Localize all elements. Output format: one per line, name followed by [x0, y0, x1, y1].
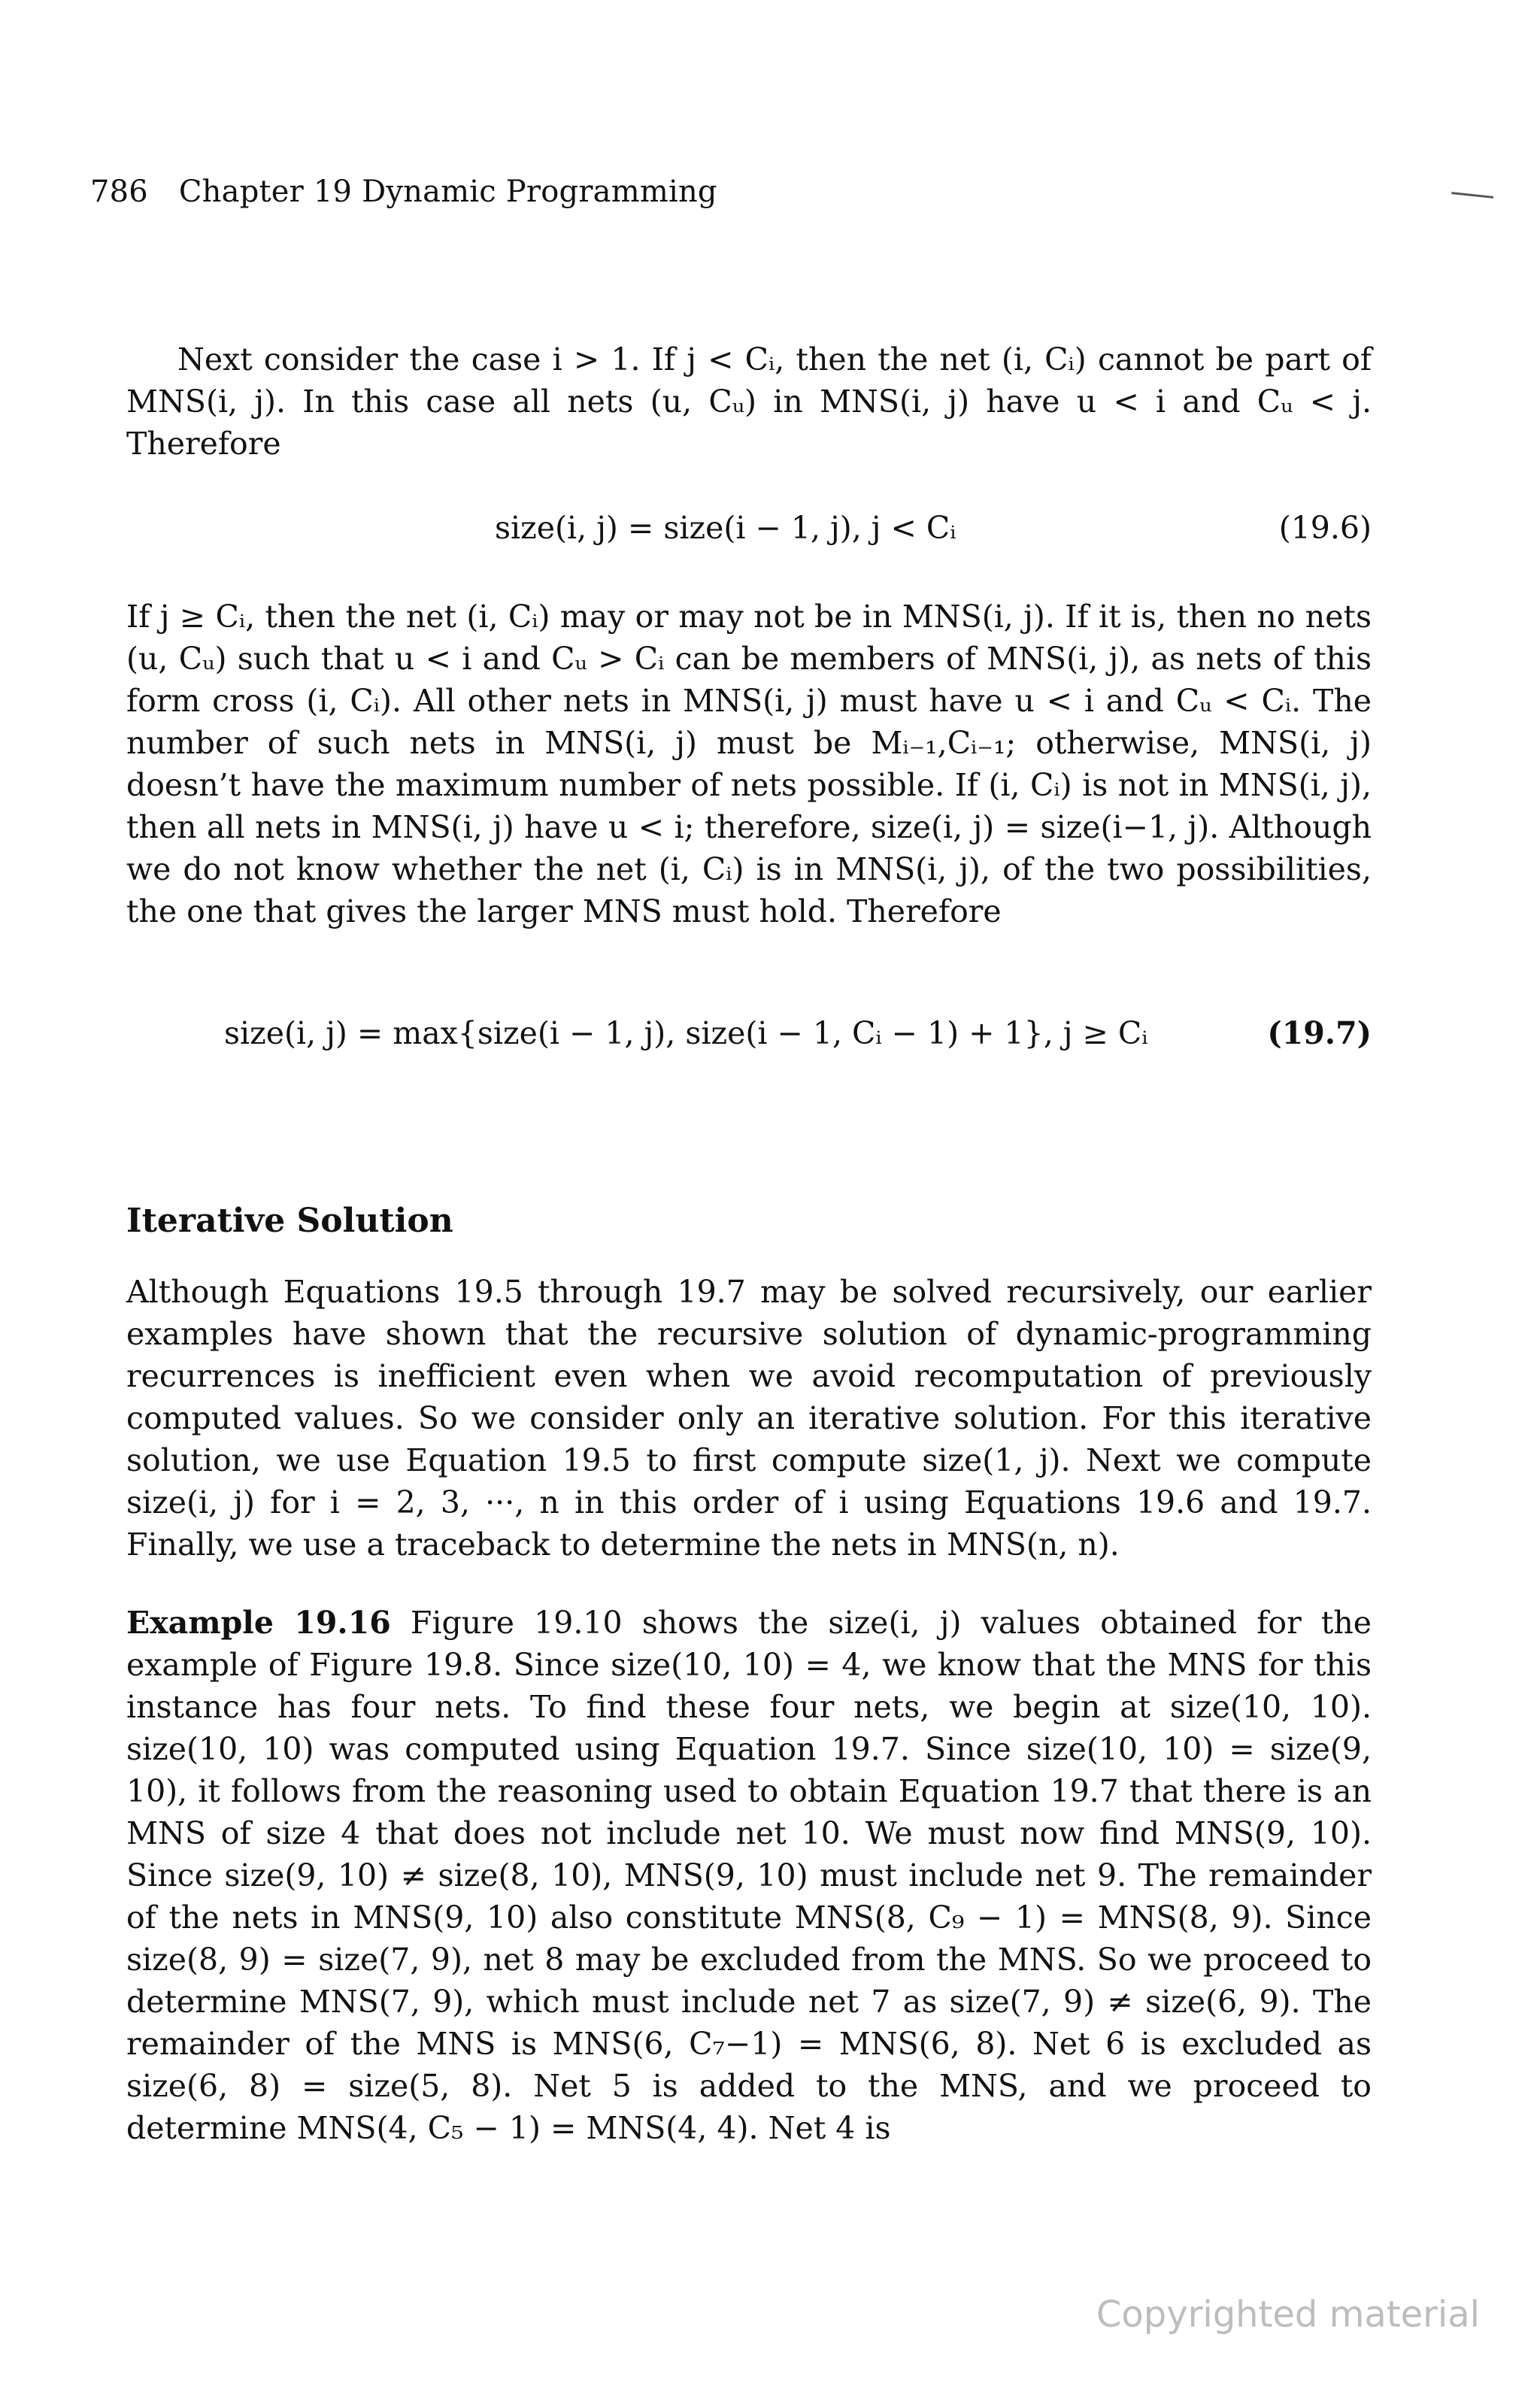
section-heading: Iterative Solution [126, 1202, 453, 1240]
scan-mark [1451, 192, 1493, 202]
copyright-watermark: Copyrighted material [1096, 2293, 1480, 2336]
paragraph-example-19-16 [126, 1602, 1372, 2149]
example-label: Example 19.16 [126, 1605, 391, 1641]
equation-19-7-number: (19.7) [1267, 1015, 1372, 1051]
equation-19-7 [126, 1012, 1372, 1054]
running-header [90, 174, 717, 209]
page-number: 786 [90, 174, 148, 209]
equation-19-6-number: (19.6) [1278, 510, 1372, 546]
paragraph-case-i-greater-1: Next consider the case i > 1. If j < Cᵢ, then the net (i, Cᵢ) cannot be part of MNS(i, j). In this case all nets (u, Cᵤ) in MNS(i, j) have u < i and Cᵤ < j. Therefore [126, 341, 1372, 462]
paragraph-case-j-ge-ci: If j ≥ Cᵢ, then the net (i, Cᵢ) may or may not be in MNS(i, j). If it is, then no nets (u, Cᵤ) such that u < i and Cᵤ > Cᵢ can be members of MNS(i, j), as nets of this form cross (i, Cᵢ). All other nets in MNS(i, j) must have u < i and Cᵤ < Cᵢ. The number of such nets in MNS(i, j) must be Mᵢ₋₁,Cᵢ₋₁; otherwise, MNS(i, j) doesn’t have the maximum number of nets possible. If (i, Cᵢ) is not in MNS(i, j), then all nets in MNS(i, j) have u < i; therefore, size(i, j) = size(i−1, j). Although we do not know whether the net (i, Cᵢ) is in MNS(i, j), of the two possibilities, the one that gives the larger MNS must hold. Therefore [126, 599, 1372, 929]
equation-19-6 [126, 507, 1372, 549]
example-text: Figure 19.10 shows the size(i, j) values obtained for the example of Figure 19.8. Since size(10, 10) = 4, we know that the MNS for this instance has four nets. To find these four nets, we begin at size(10, 10). size(10, 10) was computed using Equation 19.7. Since size(10, 10) = size(9, 10), it follows from the reasoning used to obtain Equation 19.7 that there is an MNS of size 4 that does not include net 10. We must now find MNS(9, 10). Since size(9, 10) ≠ size(8, 10), MNS(9, 10) must include net 9. The remainder of the nets in MNS(9, 10) also constitute MNS(8, C₉ − 1) = MNS(8, 9). Since size(8, 9) = size(7, 9), net 8 may be excluded from the MNS. So we proceed to determine MNS(7, 9), which must include net 7 as size(7, 9) ≠ size(6, 9). The remainder of the MNS is MNS(6, C₇−1) = MNS(6, 8). Net 6 is excluded as size(6, 8) = size(5, 8). Net 5 is added to the MNS, and we proceed to determine MNS(4, C₅ − 1) = MNS(4, 4). Net 4 is [126, 1605, 1372, 2146]
paragraph-iterative-solution: Although Equations 19.5 through 19.7 may be solved recursively, our earlier examples have shown that the recursive solution of dynamic-programming recurrences is inefficient even when we avoid recomputation of previously computed values. So we consider only an iterative solution. For this iterative solution, we use Equation 19.5 to first compute size(1, j). Next we compute size(i, j) for i = 2, 3, ···, n in this order of i using Equations 19.6 and 19.7. Finally, we use a traceback to determine the nets in MNS(n, n). [126, 1274, 1372, 1563]
equation-19-6-expression: size(i, j) = size(i − 1, j), j < Cᵢ [495, 510, 956, 546]
chapter-title: Chapter 19 Dynamic Programming [178, 174, 717, 209]
equation-19-7-expression: size(i, j) = max{size(i − 1, j), size(i − 1, Cᵢ − 1) + 1}, j ≥ Cᵢ [224, 1015, 1148, 1051]
